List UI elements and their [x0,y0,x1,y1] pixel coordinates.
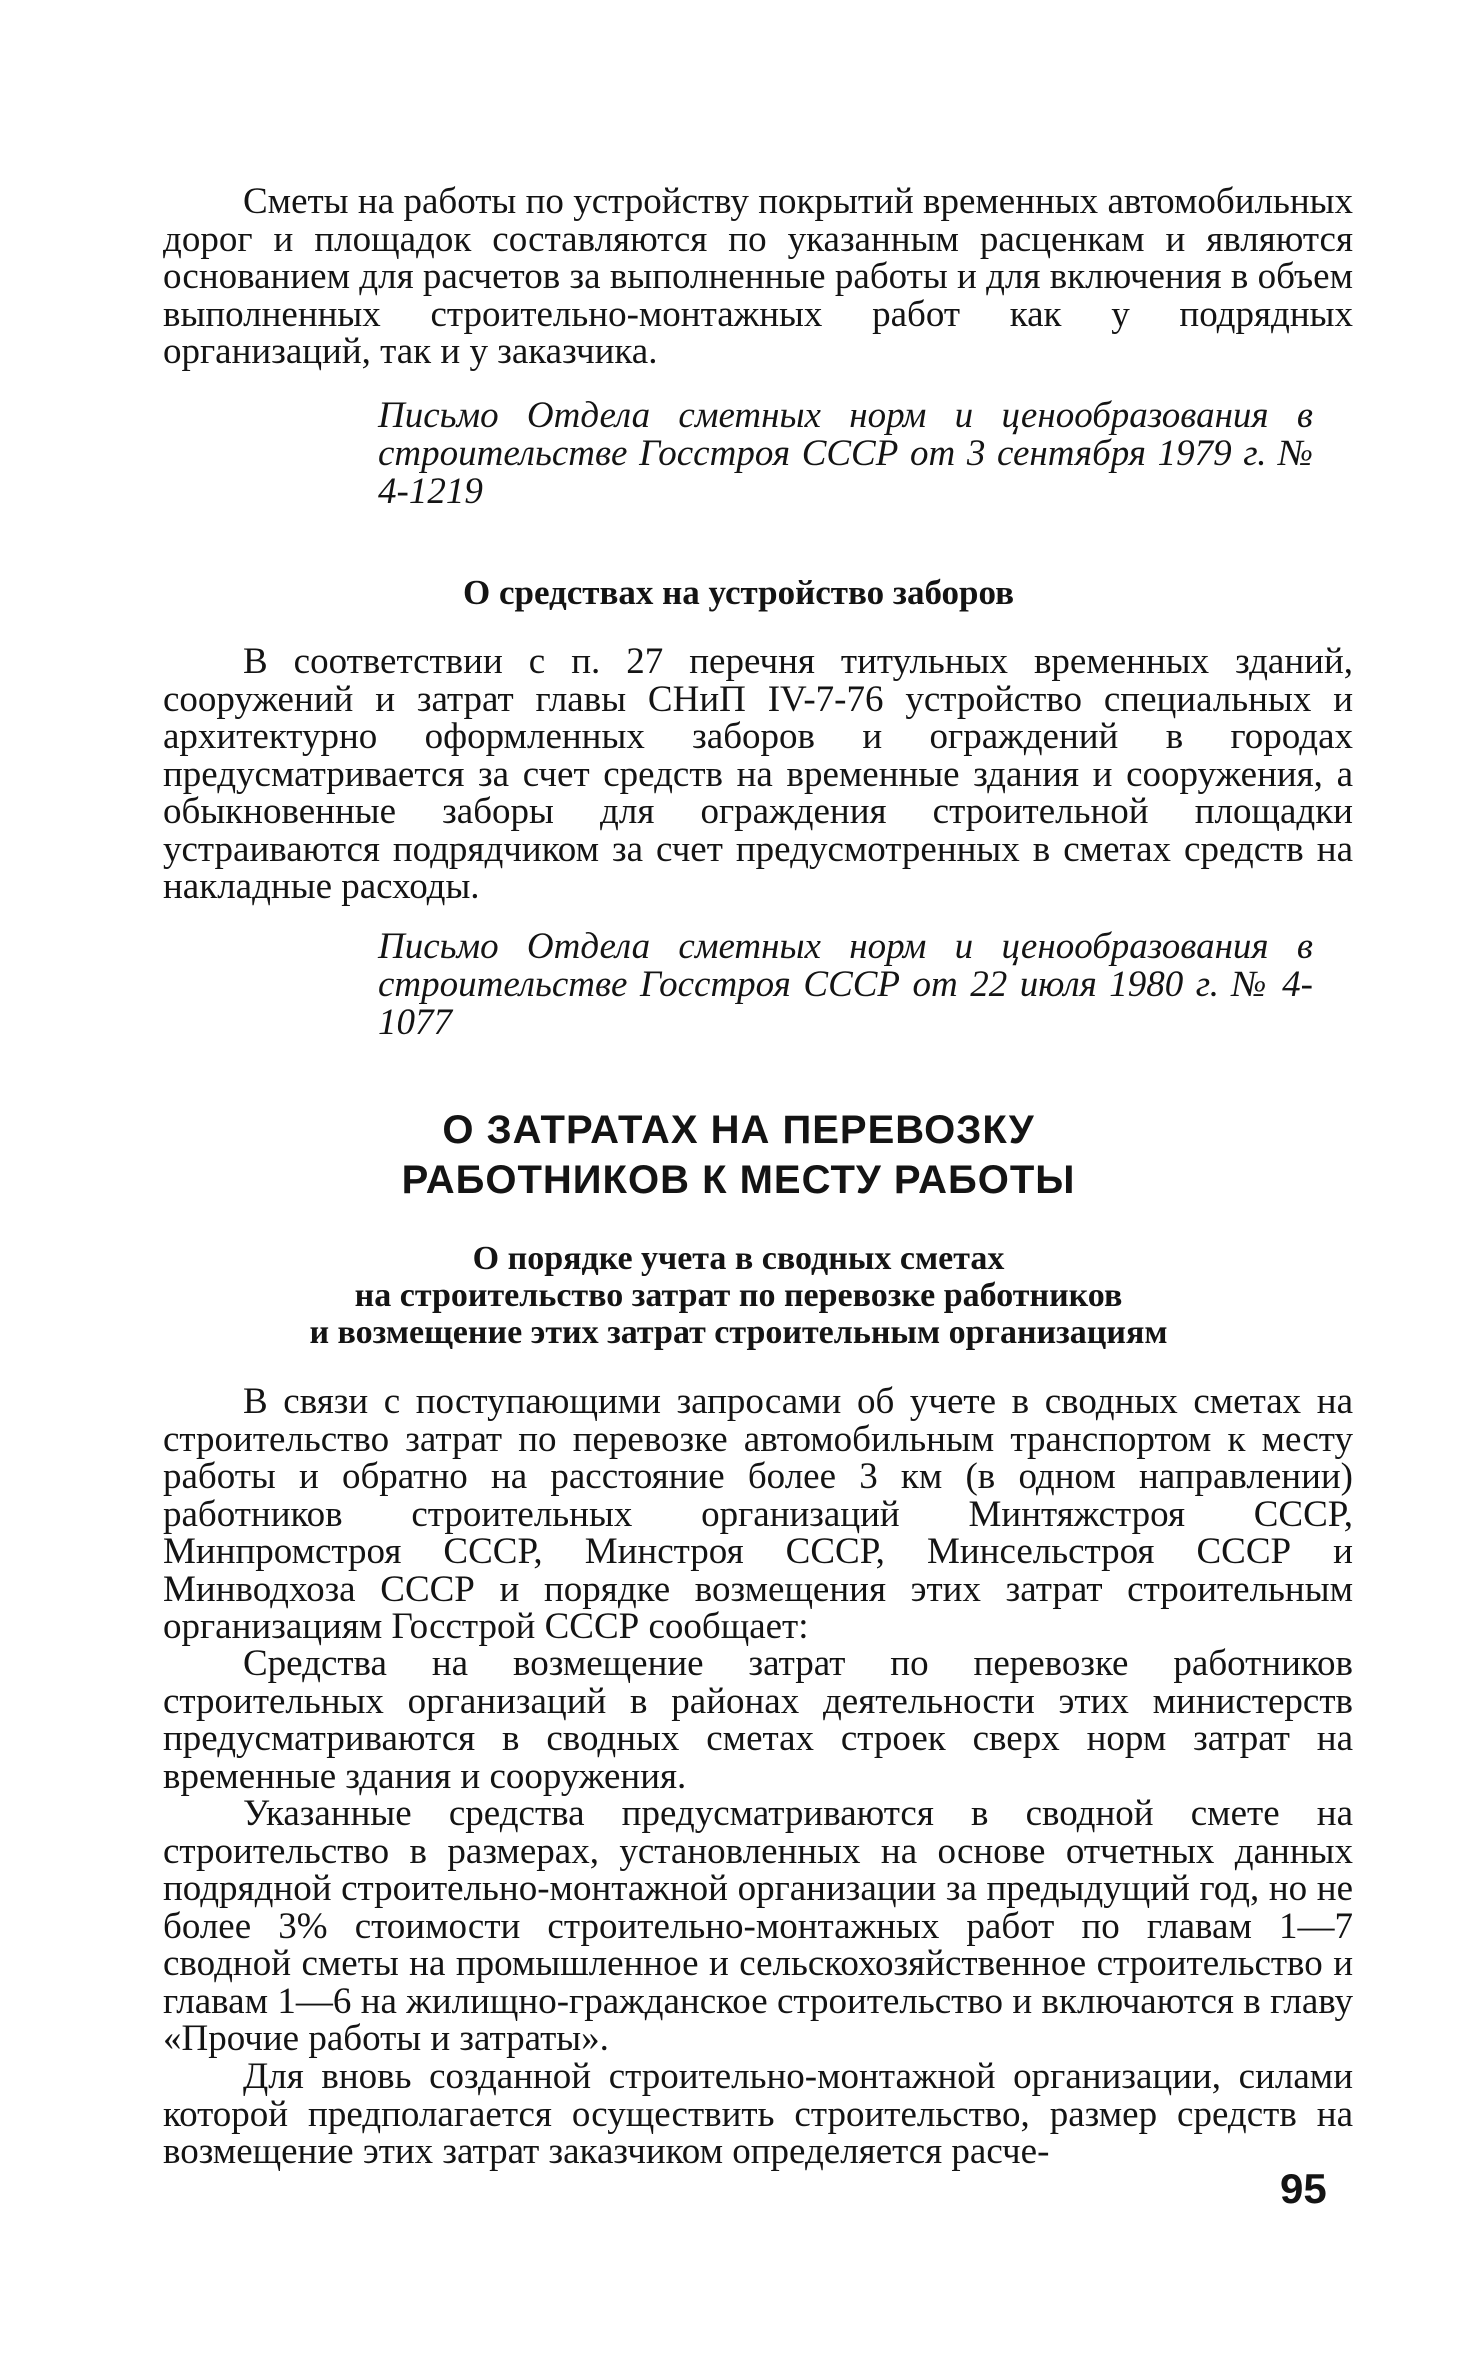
intro-paragraph: Сметы на работы по устройству покрытий временных автомобильных дорог и площадок составляются по указанным расценкам и являются основанием для расчетов за выполненные работы и для включения в объем выполненных строительно-монтажных работ как у подрядных организаций, так и у заказчика. [163,181,1353,372]
chapter-title-line-2: РАБОТНИКОВ К МЕСТУ РАБОТЫ [401,1158,1076,1202]
citation-letter-4-1077: Письмо Отдела сметных норм и ценообразования в строительстве Госстроя СССР от 22 июля 1980 г. № 4-1077 [378,926,1313,1043]
chapter-paragraph-2: Средства на возмещение затрат по перевозке работников строительных организаций в районах деятельности этих министерств предусматриваются в сводных сметах строек сверх норм затрат на временные здания и сооружения. [163,1643,1353,1797]
chapter-title-line-1: О ЗАТРАТАХ НА ПЕРЕВОЗКУ [442,1108,1035,1152]
chapter-paragraph-1: В связи с поступающими запросами об учете в сводных сметах на строительство затрат по перевозке автомобильным транспортом к месту работы и обратно на расстояние более 3 км (в одном направлении) работников строительных организаций Минтяжстроя СССР, Минпромстроя СССР, Минстроя СССР, Минсельстроя СССР и Минводхоза СССР и порядке возмещения этих затрат строительным организациям Госстрой СССР сообщает: [163,1381,1353,1647]
citation-letter-4-1219: Письмо Отдела сметных норм и ценообразования в строительстве Госстроя СССР от 3 сентября 1979 г. № 4-1219 [378,395,1313,512]
chapter-subtitle-line-2: на строительство затрат по перевозке работников [354,1277,1123,1314]
chapter-subtitle-line-3: и возмещение этих затрат строительным организациям [309,1314,1168,1351]
fences-paragraph: В соответствии с п. 27 перечня титульных временных зданий, сооружений и затрат главы СНиП IV-7-76 устройство специальных и архитектурно оформленных заборов и ограждений в городах предусматривается за счет средств на временные здания и сооружения, а обыкновенные заборы для ограждения строительной площадки устраиваются подрядчиком за счет предусмотренных в сметах средств на накладные расходы. [163,641,1353,907]
chapter-paragraph-3: Указанные средства предусматриваются в сводной смете на строительство в размерах, установленных на основе отчетных данных подрядной строительно-монтажной организации за предыдущий год, но не более 3% стоимости строительно-монтажных работ по главам 1—7 сводной сметы на промышленное и сельскохозяйственное строительство и главам 1—6 на жилищно-гражданское строительство и включаются в главу «Прочие работы и затраты». [163,1793,1353,2059]
page-number: 95 [1280,2165,1327,2212]
chapter-paragraph-4: Для вновь созданной строительно-монтажной организации, силами которой предполагается осуществить строительство, размер средств на возмещение этих затрат заказчиком определяется расче- [163,2056,1353,2172]
section-title-fences: О средствах на устройство заборов [463,573,1014,612]
chapter-subtitle-line-1: О порядке учета в сводных сметах [472,1240,1005,1277]
